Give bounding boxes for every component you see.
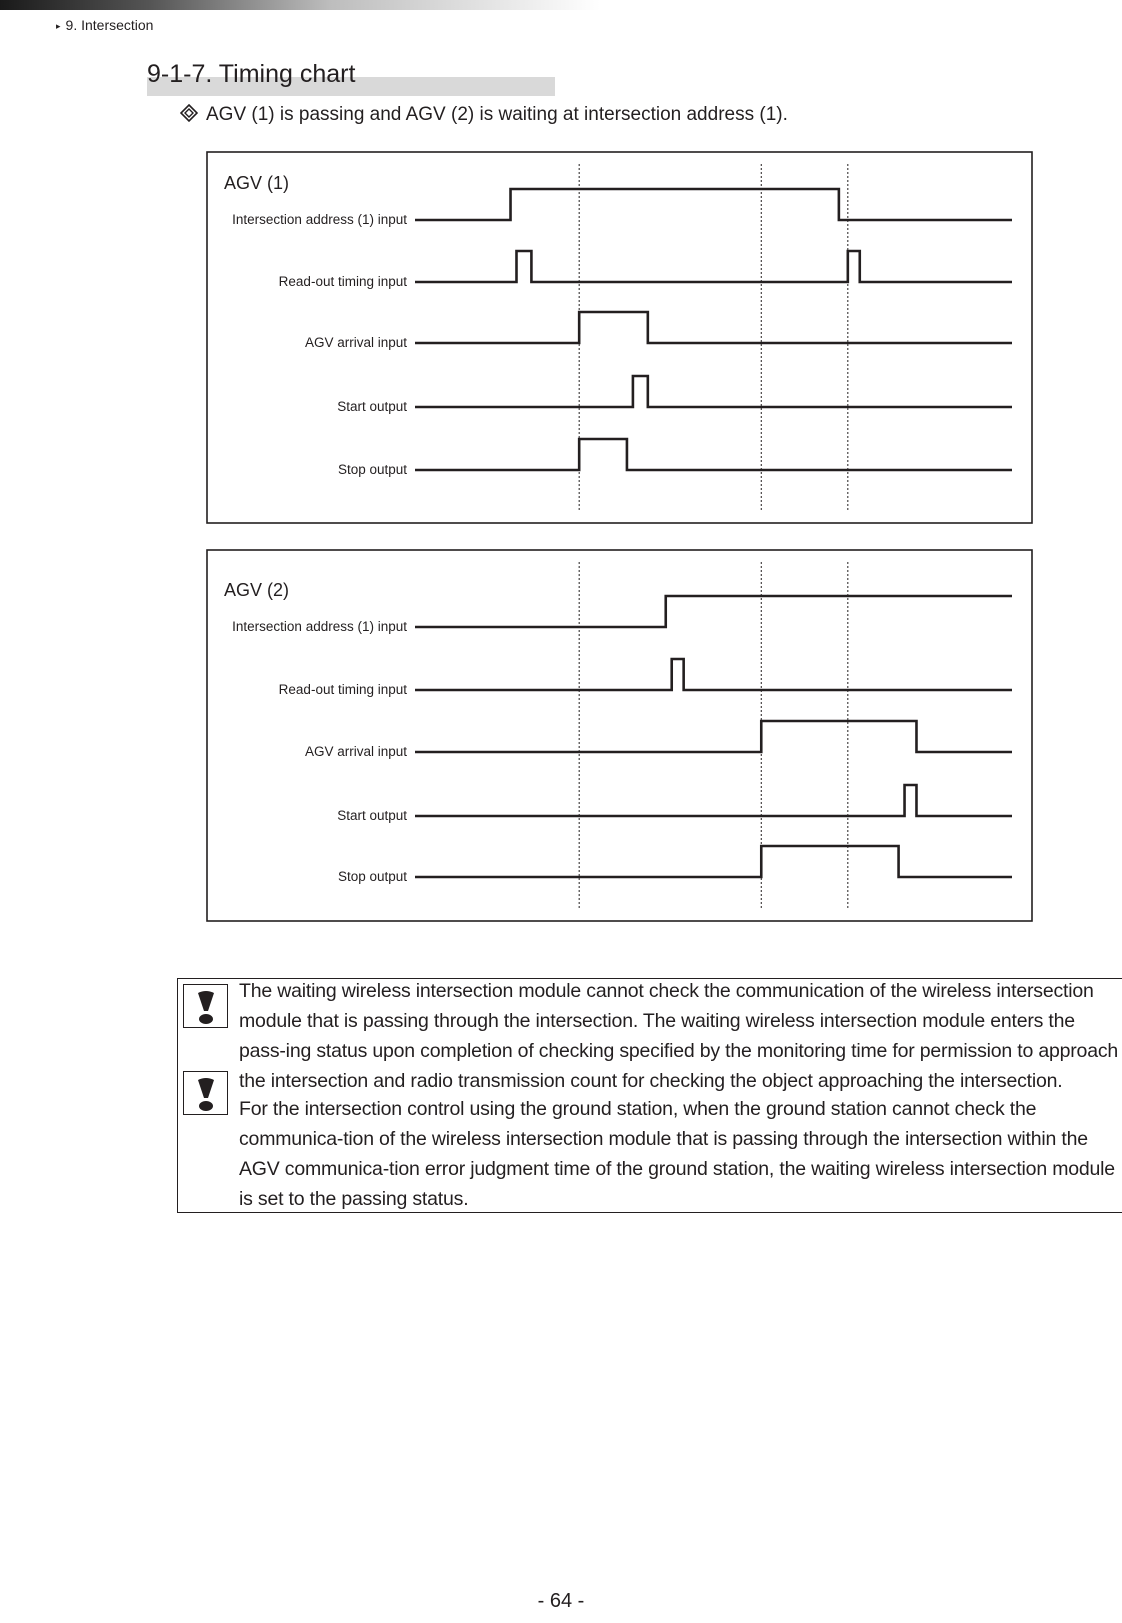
page-number: - 64 - (537, 1590, 585, 1612)
signal-waveform (415, 189, 1012, 220)
signal-label: Intersection address (1) input (232, 619, 407, 634)
note-text-2: For the intersection control using the ground station, when the ground station cannot check the communica-tion of the wireless intersection module that is passing through the intersection within the AGV communica-tion error judgment time of the ground station, the waiting wireless intersection module is set to the passing status. (239, 1098, 1115, 1210)
signal-label: Start output (337, 808, 407, 823)
signal-waveform (415, 785, 1012, 816)
chart-panel-frame (207, 550, 1032, 921)
signal-label: Read-out timing input (278, 274, 407, 289)
signal-label: AGV arrival input (304, 744, 407, 759)
signal-label: AGV arrival input (304, 335, 407, 350)
signal-waveform (415, 376, 1012, 407)
section-title-text: 9-1-7. Timing chart (147, 60, 356, 88)
signal-waveform (415, 596, 1012, 627)
caution-icon (183, 1071, 228, 1115)
signal-label: Stop output (337, 462, 407, 477)
signal-label: Start output (337, 399, 407, 414)
chart-panel-title: AGV (2) (224, 580, 290, 600)
signal-waveform (415, 846, 1012, 877)
caution-notes (177, 978, 1122, 1213)
signal-waveform (415, 659, 1012, 690)
signal-label: Read-out timing input (278, 682, 407, 697)
chart-panel-title: AGV (1) (224, 173, 290, 193)
signal-waveform (415, 312, 1012, 343)
note-text-1: The waiting wireless intersection module cannot check the communication of the wireless intersection module that is passing through the intersection. The waiting wireless intersection module enters the pass-ing status upon completion of checking specified by the monitoring time for permission to approach the intersection and radio transmission count for checking the object approaching the intersection. (239, 980, 1119, 1092)
breadcrumb-arrow-icon: ▸ (56, 21, 61, 31)
signal-label: Stop output (337, 869, 407, 884)
signal-label: Intersection address (1) input (232, 212, 407, 227)
breadcrumb-label: 9. Intersection (65, 17, 154, 33)
signal-waveform (415, 251, 1012, 282)
caution-icon (183, 984, 228, 1028)
intro-text: AGV (1) is passing and AGV (2) is waiting at intersection address (1). (206, 104, 788, 125)
signal-waveform (415, 721, 1012, 752)
signal-waveform (415, 439, 1012, 470)
